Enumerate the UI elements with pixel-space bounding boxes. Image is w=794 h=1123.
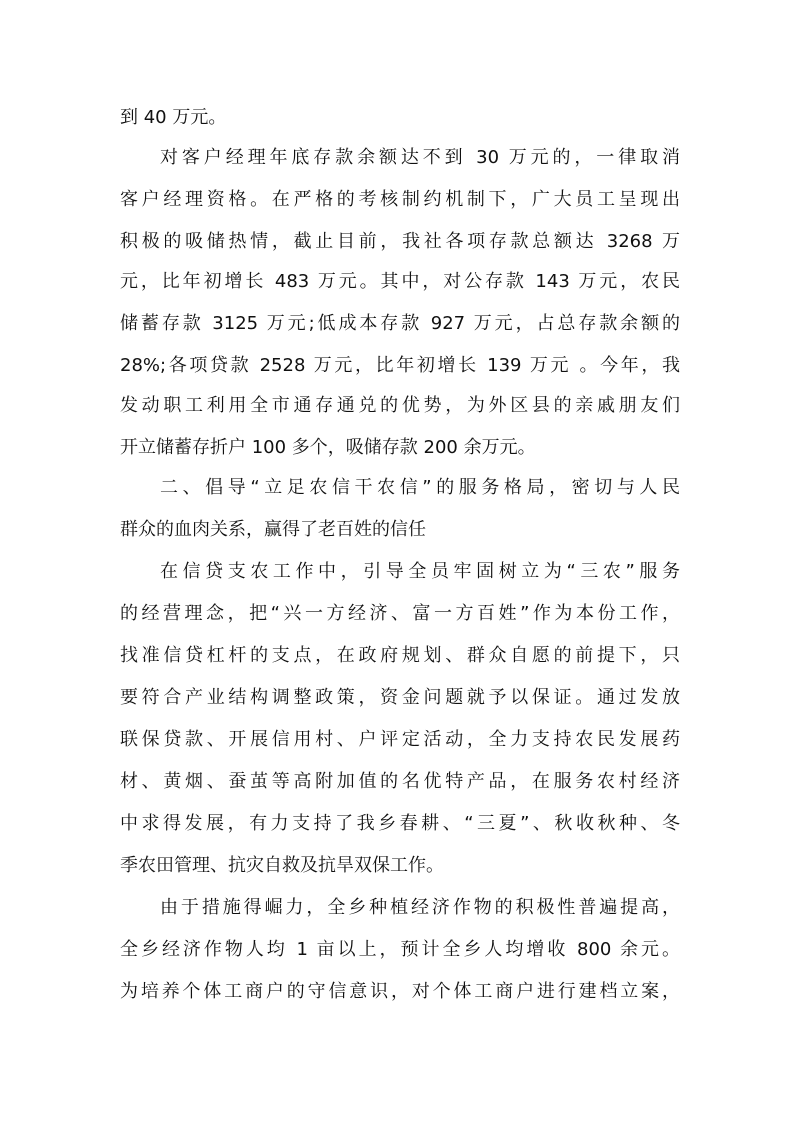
text-line: 对客户经理年底存款余额达不到 30 万元的，一律取消 <box>160 147 680 168</box>
text-line: 中求得发展，有力支持了我乡春耕、“三夏”、秋收秋种、冬 <box>120 813 680 834</box>
text-line: 找准信贷杠杆的支点，在政府规划、群众自愿的前提下，只 <box>120 645 680 666</box>
text-line: 发动职工利用全市通存通兑的优势，为外区县的亲戚朋友们 <box>120 395 680 416</box>
text-line: 要符合产业结构调整政策，资金问题就予以保证。通过发放 <box>120 687 680 708</box>
text-line: 到 40 万元。 <box>120 107 227 128</box>
text-line: 在信贷支农工作中，引导全员牢固树立为“三农”服务 <box>160 561 680 582</box>
text-line: 客户经理资格。在严格的考核制约机制下，广大员工呈现出 <box>120 189 680 210</box>
text-line: 季农田管理、抗灾自救及抗旱双保工作。 <box>120 855 444 876</box>
text-line: 联保贷款、开展信用村、户评定活动，全力支持农民发展药 <box>120 729 680 750</box>
text-line: 储蓄存款 3125 万元;低成本存款 927 万元，占总存款余额的 <box>120 313 680 334</box>
text-line: 积极的吸储热情，截止目前，我社各项存款总额达 3268 万 <box>120 231 680 252</box>
section-heading-line: 二、倡导“立足农信干农信”的服务格局，密切与人民 <box>160 477 680 498</box>
text-line: 开立储蓄存折户 100 多个，吸储存款 200 余万元。 <box>120 437 536 458</box>
text-line: 元，比年初增长 483 万元。其中，对公存款 143 万元，农民 <box>120 271 680 292</box>
text-line: 的经营理念，把“兴一方经济、富一方百姓”作为本份工作， <box>120 603 680 624</box>
text-line: 由于措施得崛力，全乡种植经济作物的积极性普遍提高， <box>160 897 680 918</box>
text-line: 28%;各项贷款 2528 万元，比年初增长 139 万元 。今年，我 <box>120 355 680 376</box>
text-line: 为培养个体工商户的守信意识，对个体工商户进行建档立案， <box>120 981 680 1002</box>
section-heading-line: 群众的血肉关系，赢得了老百姓的信任 <box>120 519 426 540</box>
text-line: 全乡经济作物人均 1 亩以上，预计全乡人均增收 800 余元。 <box>120 939 680 960</box>
text-line: 材、黄烟、蚕茧等高附加值的名优特产品，在服务农村经济 <box>120 771 680 792</box>
